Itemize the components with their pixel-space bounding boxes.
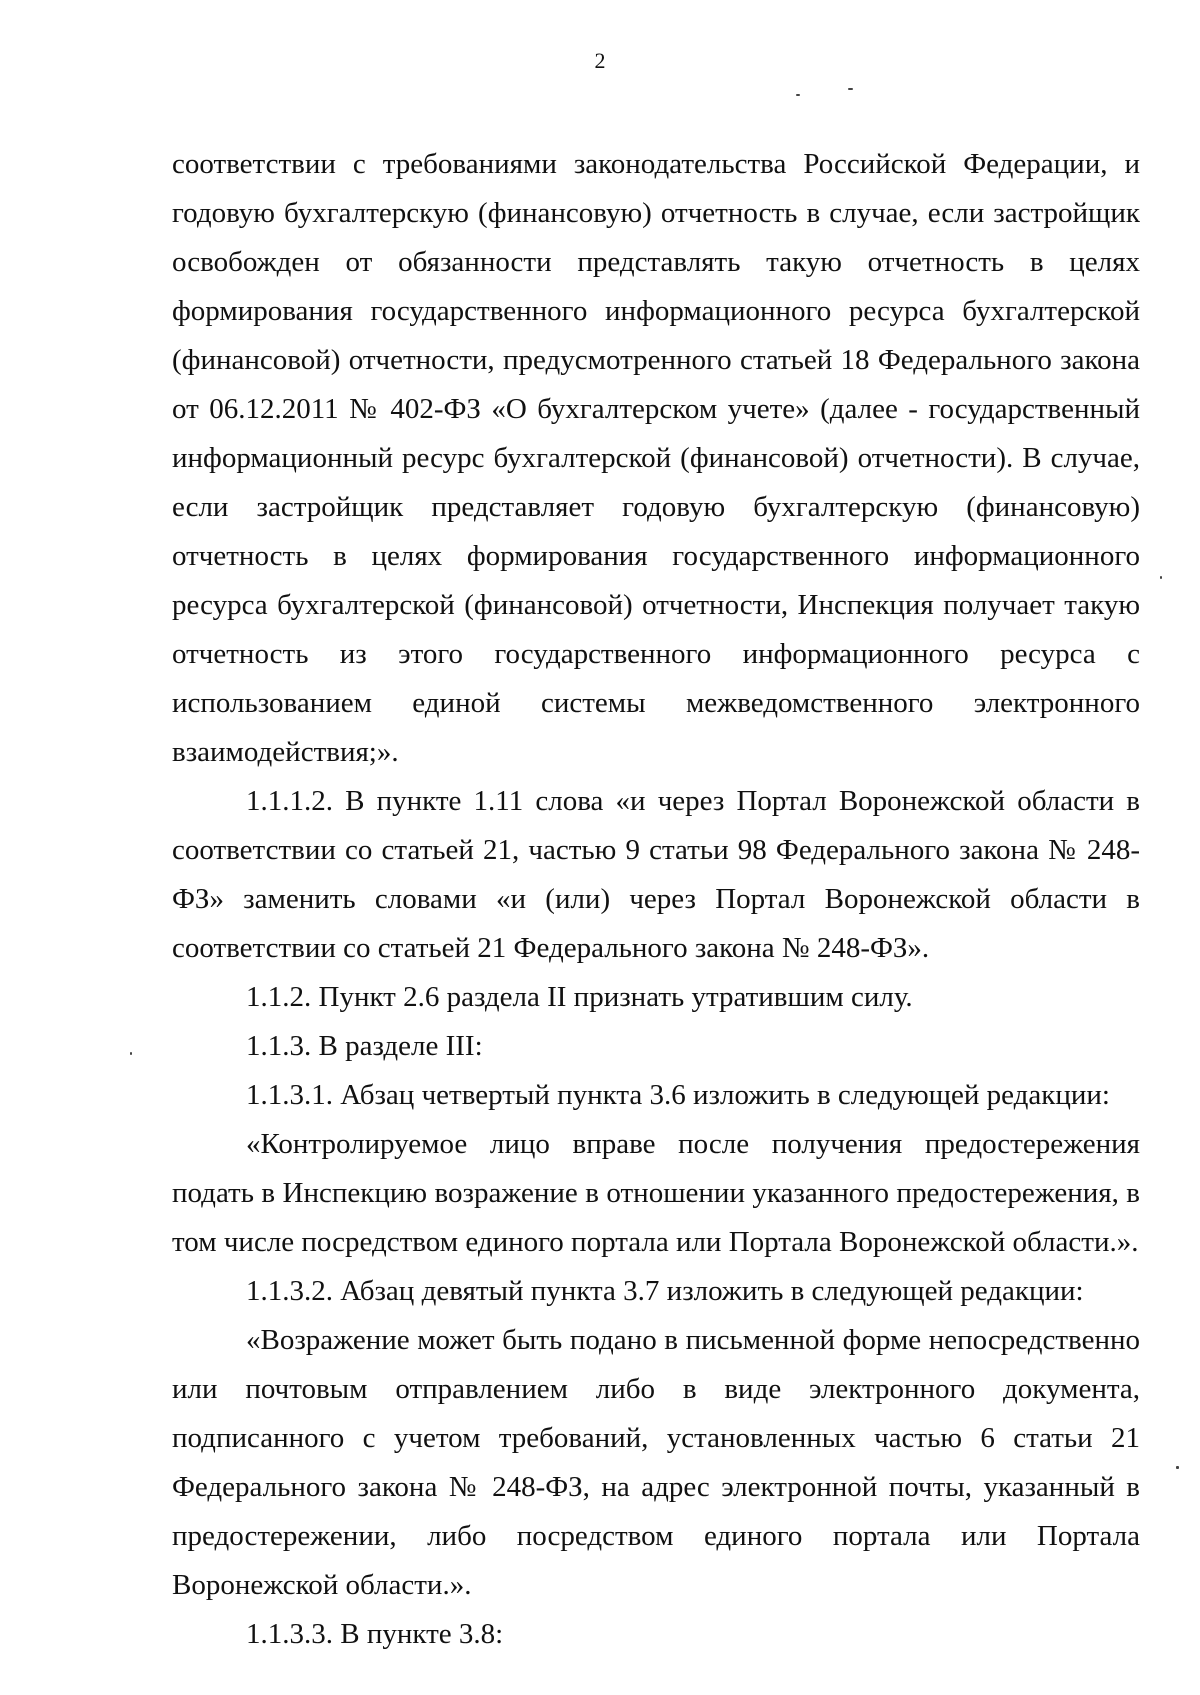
paragraph-continuation: соответствии с требованиями законодательства Российской Федерации, и годовую бухгалтерскую (финансовую) отчетность в случае, если застройщик освобожден от обязанности представлять такую отчетность в целях формирования государственного информационного ресурса бухгалтерской (финансовой) отчетности, предусмотренного статьей 18 Федерального закона от 06.12.2011 № 402-ФЗ «О бухгалтерском учете» (далее - государственный информационный ресурс бухгалтерской (финансовой) отчетности). В случае, если застройщик представляет годовую бухгалтерскую (финансовую) отчетность в целях формирования государственного информационного ресурса бухгалтерской (финансовой) отчетности, Инспекция получает такую отчетность из этого государственного информационного ресурса с использованием единой системы межведомственного электронного взаимодействия;». xyxy=(172,148,1140,768)
scan-speck xyxy=(1160,576,1162,579)
paragraph-1-1-3-1: 1.1.3.1. Абзац четвертый пункта 3.6 изложить в следующей редакции: xyxy=(246,1079,1110,1111)
paragraph-1-1-3-2: 1.1.3.2. Абзац девятый пункта 3.7 изложить в следующей редакции: xyxy=(246,1275,1084,1307)
paragraph-1-1-3-3: 1.1.3.3. В пункте 3.8: xyxy=(246,1618,504,1650)
document-body xyxy=(172,140,1140,1659)
scan-speck xyxy=(848,88,853,90)
scan-speck xyxy=(1176,1466,1179,1469)
scan-speck xyxy=(796,94,800,96)
paragraph-quote-1: «Контролируемое лицо вправе после получения предостережения подать в Инспекцию возражение в отношении указанного предостережения, в том числе посредством единого портала или Портала Воронежской области.». xyxy=(172,1128,1140,1258)
paragraph-1-1-3: 1.1.3. В разделе III: xyxy=(246,1030,483,1062)
paragraph-1-1-1-2: 1.1.1.2. В пункте 1.11 слова «и через Портал Воронежской области в соответствии со статьей 21, частью 9 статьи 98 Федерального закона № 248-ФЗ» заменить словами «и (или) через Портал Воронежской области в соответствии со статьей 21 Федерального закона № 248-ФЗ». xyxy=(172,785,1140,964)
paragraph-1-1-2: 1.1.2. Пункт 2.6 раздела II признать утратившим силу. xyxy=(246,981,913,1013)
scan-speck xyxy=(130,1052,132,1055)
page-number: 2 xyxy=(594,48,606,73)
paragraph-quote-2: «Возражение может быть подано в письменной форме непосредственно или почтовым отправлением либо в виде электронного документа, подписанного с учетом требований, установленных частью 6 статьи 21 Федерального закона № 248-ФЗ, на адрес электронной почты, указанный в предостережении, либо посредством единого портала или Портала Воронежской области.». xyxy=(172,1324,1140,1601)
